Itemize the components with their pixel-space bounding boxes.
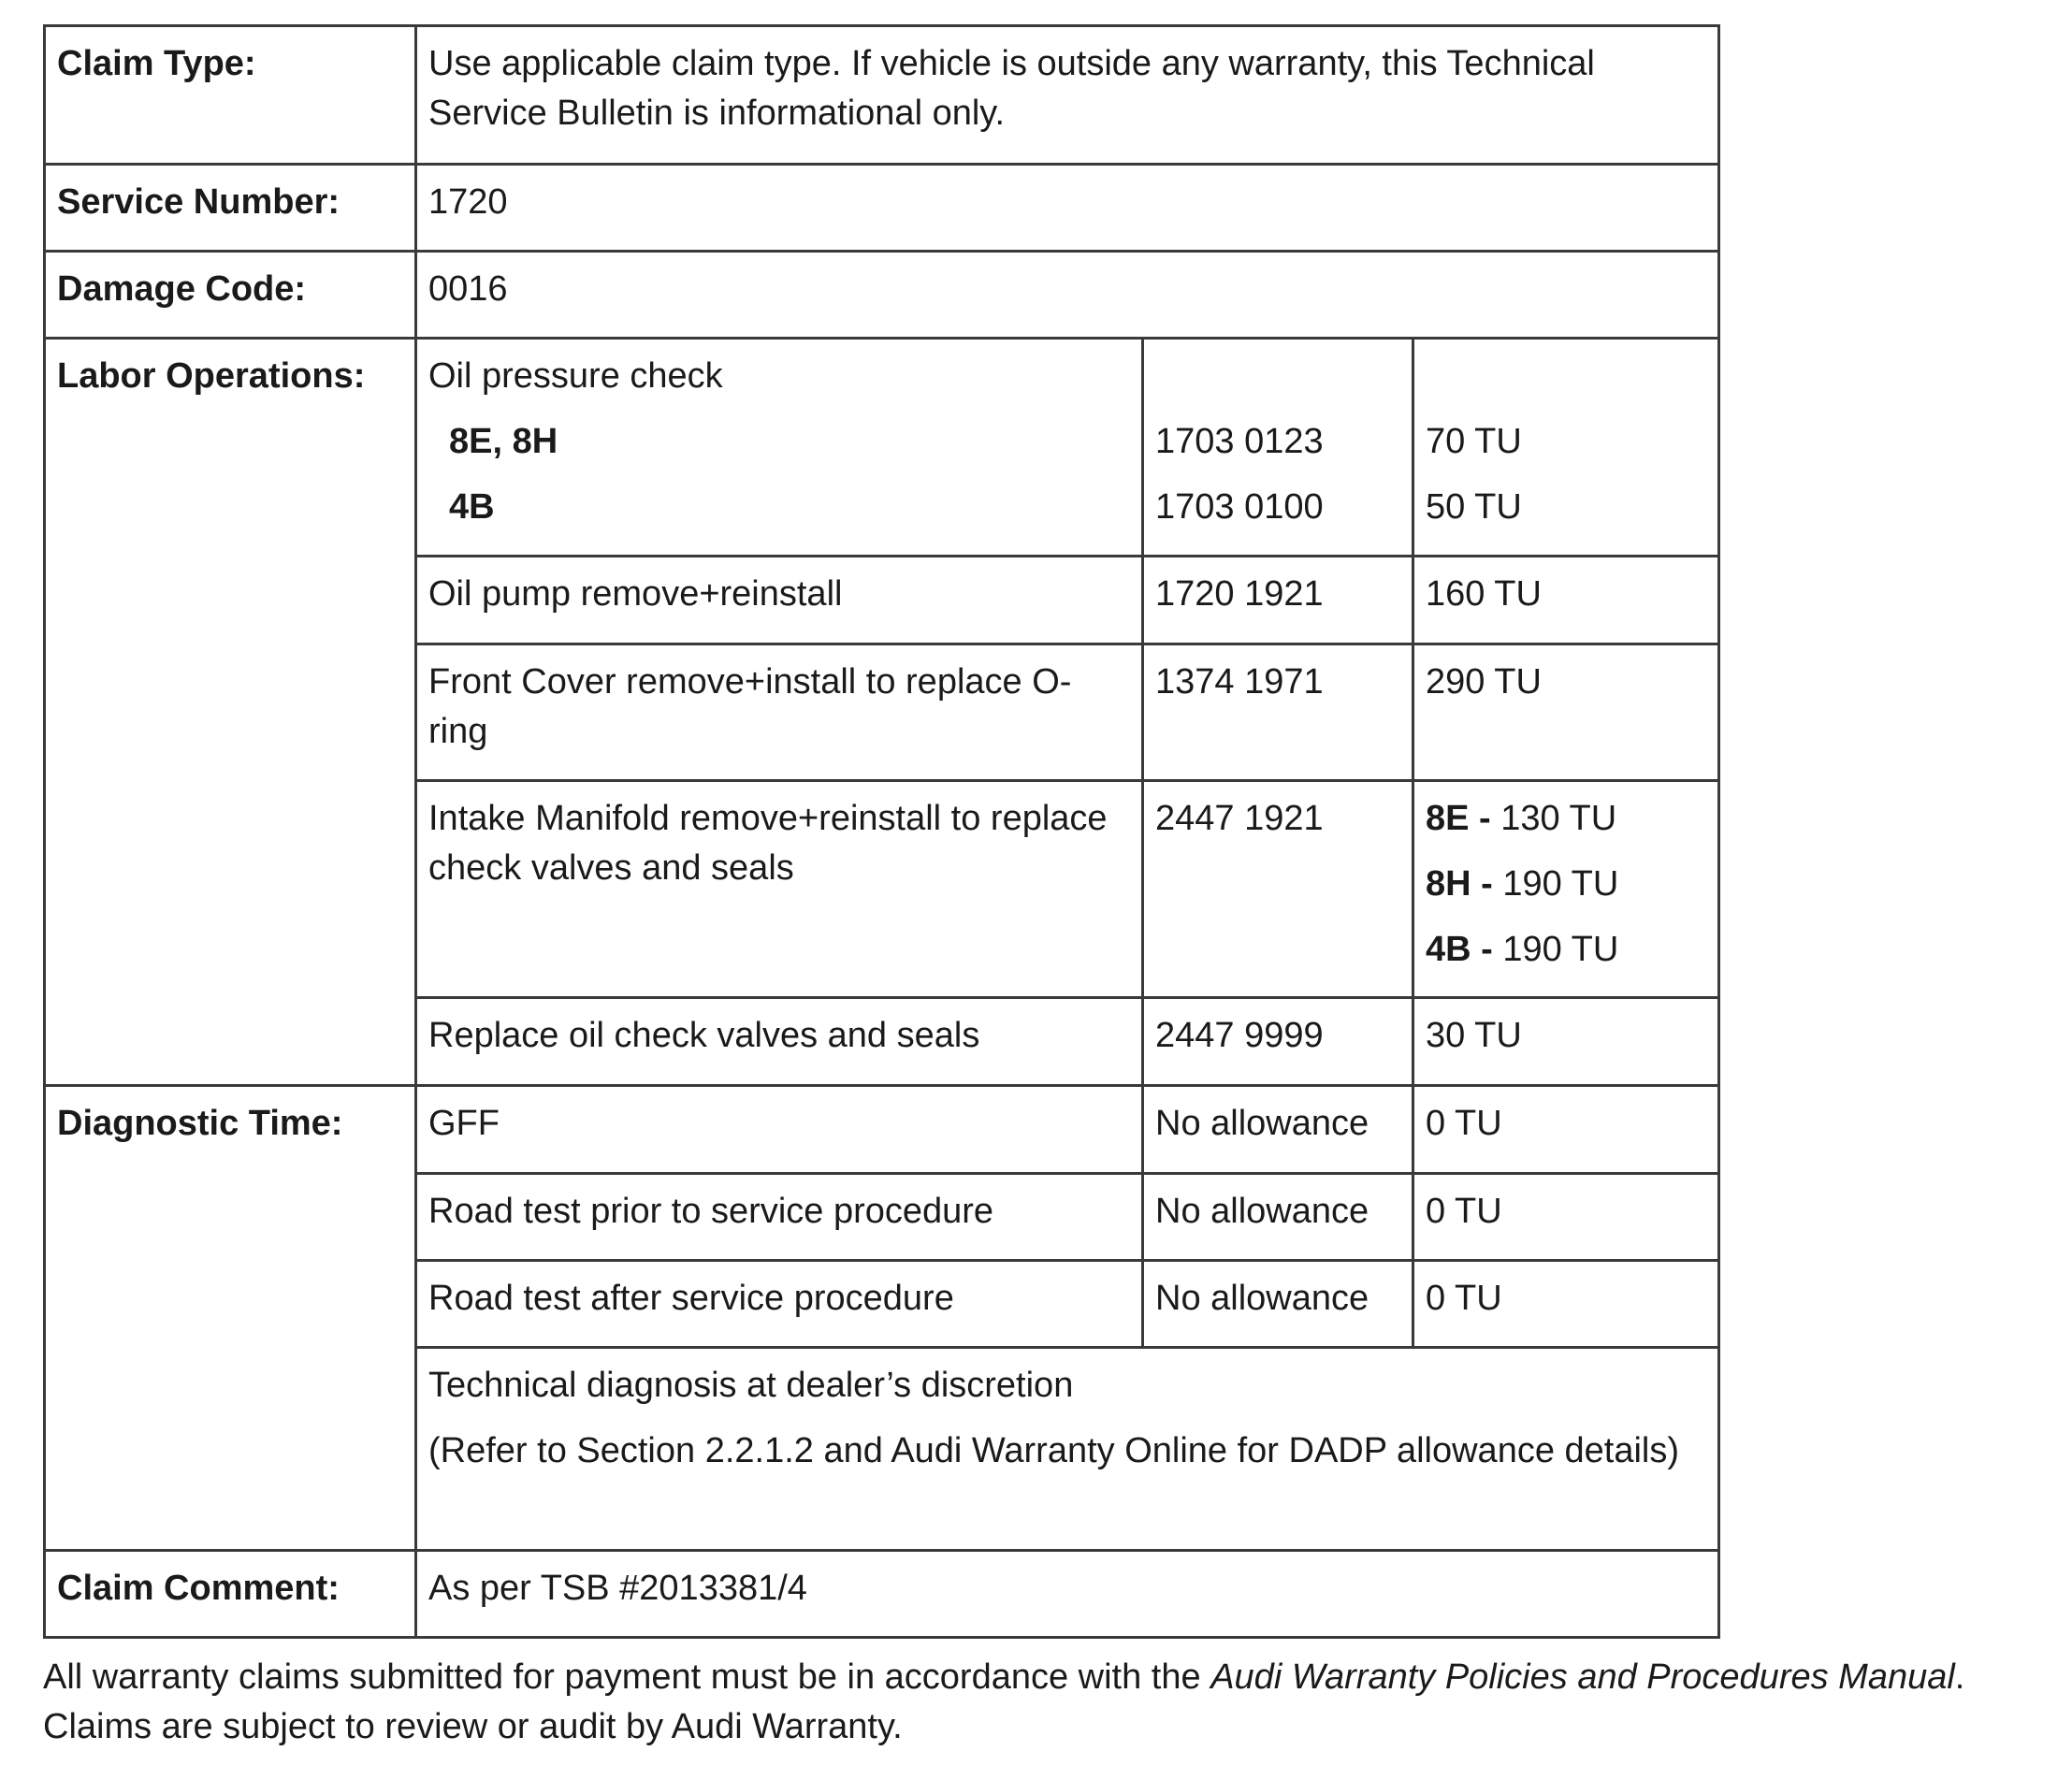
oil-pressure-times [1413,339,1719,557]
diagnostic-time: 0 TU [1413,1261,1719,1348]
diagnostic-time: 0 TU [1413,1086,1719,1174]
diagnostic-desc: Road test after service procedure [416,1261,1143,1348]
diagnostic-desc: GFF [416,1086,1143,1174]
manual-title: Audi Warranty Policies and Procedures Manual [1210,1657,1955,1697]
damage-code-value: 0016 [416,252,1719,339]
intake-desc: Intake Manifold remove+reinstall to replace check valves and seals [416,781,1143,998]
technical-diagnosis [416,1348,1719,1551]
technical-diagnosis-note: (Refer to Section 2.2.1.2 and Audi Warranty Online for DADP allowance details) [428,1431,1680,1470]
oil-pressure-model: 8E, 8H [449,422,558,461]
damage-code-label: Damage Code: [45,252,416,339]
claim-comment-label: Claim Comment: [45,1551,416,1638]
oil-pressure-code: 1703 0100 [1155,487,1324,527]
intake-times [1413,781,1719,998]
oil-pressure-time: 50 TU [1426,487,1522,527]
check-valves-time: 30 TU [1413,998,1719,1086]
row-oil-pressure [45,339,1719,557]
warranty-claim-table [43,24,1720,1639]
intake-time-line: 8H - 190 TU [1426,864,1619,904]
row-diagnostic [45,1086,1719,1174]
diagnostic-code: No allowance [1143,1174,1413,1261]
oil-pump-desc: Oil pump remove+reinstall [416,557,1143,644]
oil-pressure-time: 70 TU [1426,422,1522,461]
diagnostic-code: No allowance [1143,1086,1413,1174]
diagnostic-code: No allowance [1143,1261,1413,1348]
footer-text: All warranty claims submitted for payment must be in accordance with the [43,1657,1211,1697]
row-damage-code [45,252,1719,339]
claim-comment-value: As per TSB #2013381/4 [416,1551,1719,1638]
oil-pressure-code: 1703 0123 [1155,422,1324,461]
oil-pressure-model: 4B [449,487,495,527]
intake-time-line: 8E - 130 TU [1426,799,1617,838]
row-claim-comment [45,1551,1719,1638]
intake-code: 2447 1921 [1143,781,1413,998]
warranty-footer-note [43,1653,2054,1752]
intake-time-line: 4B - 190 TU [1426,930,1619,969]
technical-diagnosis-text: Technical diagnosis at dealer’s discretion [428,1366,1074,1405]
row-claim-type [45,26,1719,165]
claim-type-label: Claim Type: [45,26,416,165]
oil-pump-time: 160 TU [1413,557,1719,644]
service-number-value: 1720 [416,165,1719,252]
service-number-label: Service Number: [45,165,416,252]
check-valves-code: 2447 9999 [1143,998,1413,1086]
claim-type-value: Use applicable claim type. If vehicle is outside any warranty, this Technical Service Bulletin is informational only. [416,26,1719,165]
oil-pressure-desc [416,339,1143,557]
diagnostic-time-label: Diagnostic Time: [45,1086,416,1551]
front-cover-code: 1374 1971 [1143,644,1413,781]
footer-text: . Claims are subject to review or audit by Audi Warranty. [43,1657,1965,1746]
diagnostic-desc: Road test prior to service procedure [416,1174,1143,1261]
oil-pressure-title: Oil pressure check [428,356,723,396]
row-service-number [45,165,1719,252]
labor-operations-label: Labor Operations: [45,339,416,1086]
oil-pressure-codes [1143,339,1413,557]
diagnostic-time: 0 TU [1413,1174,1719,1261]
front-cover-desc: Front Cover remove+install to replace O-ring [416,644,1143,781]
front-cover-time: 290 TU [1413,644,1719,781]
check-valves-desc: Replace oil check valves and seals [416,998,1143,1086]
oil-pump-code: 1720 1921 [1143,557,1413,644]
